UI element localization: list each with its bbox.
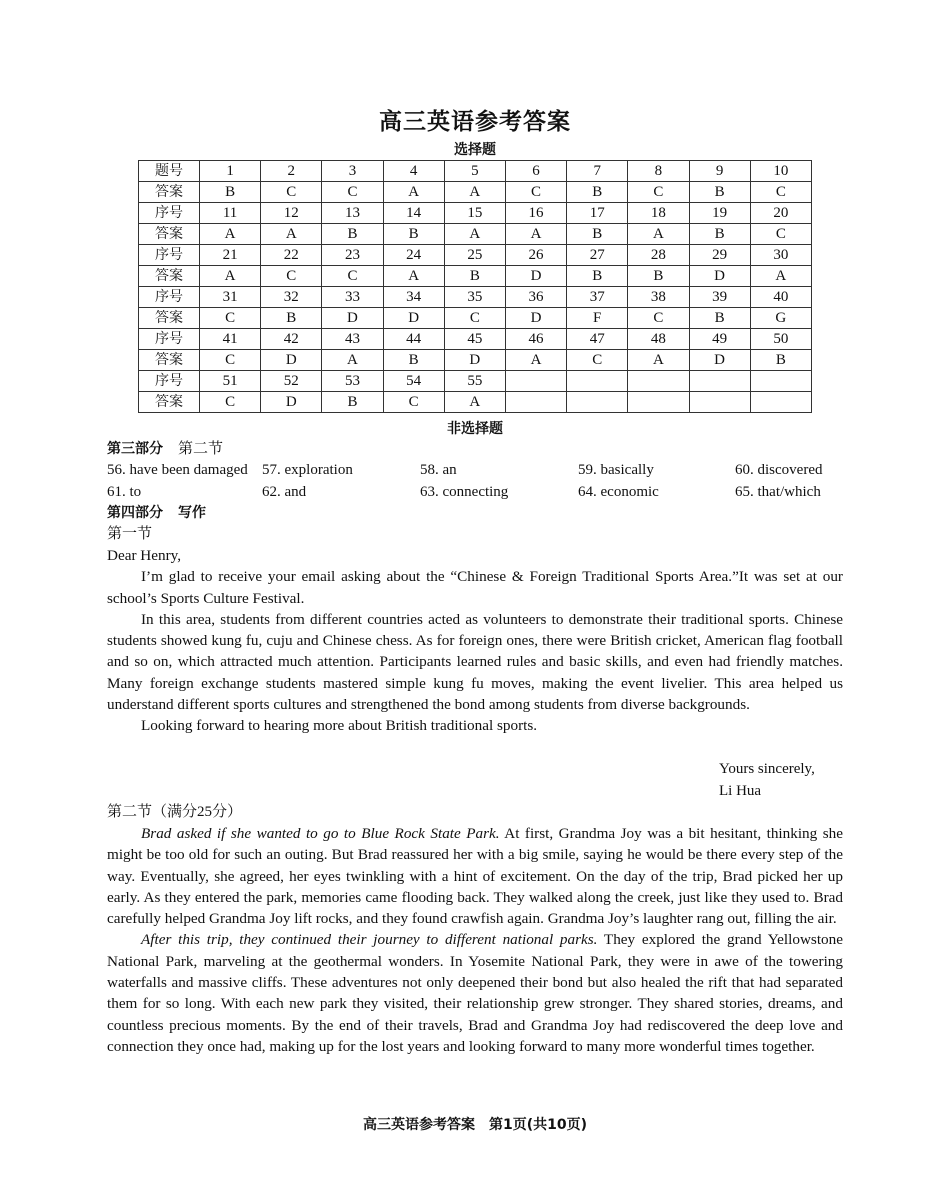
- answer-cell: C: [750, 224, 811, 245]
- answer-cell: D: [689, 350, 750, 371]
- answer-cell: C: [750, 182, 811, 203]
- question-number-cell: 36: [505, 287, 566, 308]
- answer-row: [139, 182, 812, 203]
- cloze-answer: 59. basically: [578, 462, 654, 478]
- question-number-cell: 46: [505, 329, 566, 350]
- answer-row: [139, 224, 812, 245]
- row-header-cell: 答案: [139, 350, 200, 371]
- question-number-cell: 24: [383, 245, 444, 266]
- question-number-cell: 35: [444, 287, 505, 308]
- row-header-cell: 序号: [139, 245, 200, 266]
- question-number-cell: 39: [689, 287, 750, 308]
- row-header-cell: 序号: [139, 287, 200, 308]
- question-number-cell: [628, 371, 689, 392]
- letter-paragraph: In this area, students from different countries acted as volunteers to demonstrate their traditional sports. Chinese students showed kung fu, cuju and Chinese chess. As for foreign ones, there were British cricket, American flag football and so on, which attracted much attention. Participants learned rules and basic skills, and even had friendly matches. Many foreign exchange students mastered simple kung fu moves, making the event livelier. This area helped us understand different sports cultures and strengthened the bond among students from diverse backgrounds.: [107, 610, 843, 714]
- question-number-row: [139, 203, 812, 224]
- answer-cell: A: [628, 350, 689, 371]
- answer-cell: D: [505, 266, 566, 287]
- question-number-cell: 43: [322, 329, 383, 350]
- answer-cell: B: [383, 350, 444, 371]
- cloze-answer: 65. that/which: [735, 484, 821, 500]
- answer-cell: C: [322, 182, 383, 203]
- question-number-cell: 11: [200, 203, 261, 224]
- cloze-answer: 61. to: [107, 484, 142, 500]
- answer-cell: A: [383, 266, 444, 287]
- part3-section: 第二节: [178, 441, 224, 457]
- row-header-cell: 序号: [139, 329, 200, 350]
- answer-cell: A: [322, 350, 383, 371]
- answer-cell: [628, 392, 689, 413]
- answer-cell: B: [689, 224, 750, 245]
- question-number-cell: 51: [200, 371, 261, 392]
- section-nonchoice-heading: 非选择题: [447, 421, 503, 437]
- question-number-cell: 14: [383, 203, 444, 224]
- question-number-cell: 17: [567, 203, 628, 224]
- answer-cell: D: [505, 308, 566, 329]
- question-number-cell: 19: [689, 203, 750, 224]
- question-number-row: [139, 287, 812, 308]
- question-number-cell: 25: [444, 245, 505, 266]
- question-number-cell: 9: [689, 161, 750, 182]
- answer-cell: B: [628, 266, 689, 287]
- cloze-answer: 62. and: [262, 484, 307, 500]
- cloze-answer: 58. an: [420, 462, 457, 478]
- question-number-cell: [689, 371, 750, 392]
- part4-section: 写作: [178, 505, 207, 521]
- answer-row: [139, 392, 812, 413]
- question-number-cell: 12: [261, 203, 322, 224]
- question-number-cell: 44: [383, 329, 444, 350]
- answer-cell: B: [567, 182, 628, 203]
- answer-cell: [567, 392, 628, 413]
- question-number-cell: [750, 371, 811, 392]
- part4-label: 第四部分: [107, 505, 163, 521]
- part4-sec1-heading: 第一节: [107, 526, 153, 542]
- answer-cell: A: [750, 266, 811, 287]
- question-number-cell: [505, 371, 566, 392]
- story-lead-sentence: Brad asked if she wanted to go to Blue Rock State Park.: [141, 825, 500, 842]
- answer-cell: D: [322, 308, 383, 329]
- answer-cell: A: [505, 350, 566, 371]
- question-number-cell: 27: [567, 245, 628, 266]
- cloze-answer: 57. exploration: [262, 462, 353, 478]
- question-number-cell: 54: [383, 371, 444, 392]
- question-number-cell: 4: [383, 161, 444, 182]
- letter-greeting: Dear Henry,: [107, 547, 182, 564]
- answer-cell: A: [444, 224, 505, 245]
- answer-cell: B: [750, 350, 811, 371]
- row-header-cell: 答案: [139, 266, 200, 287]
- letter-signature: Li Hua: [719, 783, 762, 799]
- question-number-cell: 16: [505, 203, 566, 224]
- row-header-cell: 序号: [139, 203, 200, 224]
- answer-cell: B: [383, 224, 444, 245]
- question-number-cell: 37: [567, 287, 628, 308]
- answer-row: [139, 266, 812, 287]
- answer-cell: F: [567, 308, 628, 329]
- question-number-cell: 30: [750, 245, 811, 266]
- question-number-cell: 29: [689, 245, 750, 266]
- answer-cell: A: [383, 182, 444, 203]
- question-number-row: [139, 329, 812, 350]
- answer-cell: [750, 392, 811, 413]
- answer-cell: C: [444, 308, 505, 329]
- question-number-cell: 34: [383, 287, 444, 308]
- cloze-answer: 64. economic: [578, 484, 659, 500]
- answer-row: [139, 350, 812, 371]
- answer-cell: C: [322, 266, 383, 287]
- answer-table: [138, 160, 812, 413]
- answer-cell: A: [505, 224, 566, 245]
- answer-cell: C: [383, 392, 444, 413]
- story-text: They explored the grand Yellowstone National Park, marveling at the geothermal wonders. In Yosemite National Park, they were in awe of the towering waterfalls and massive cliffs. These adventures not only deepened their bond but also healed the rift that had separated them for so long. With each new park they visited, their relationship grew stronger. They shared stories, dreams, and countless precious moments. By the end of their travels, Brad and Grandma Joy had rediscovered the deep love and connection they once had, making up for the lost years and looking forward to many more wonderful times together.: [107, 931, 843, 1055]
- question-number-cell: 21: [200, 245, 261, 266]
- answer-cell: D: [689, 266, 750, 287]
- row-header-cell: 答案: [139, 182, 200, 203]
- question-number-cell: 48: [628, 329, 689, 350]
- question-number-cell: 41: [200, 329, 261, 350]
- letter-body: [107, 545, 843, 737]
- question-number-row: [139, 161, 812, 182]
- part3-heading: [107, 439, 223, 460]
- question-number-cell: 52: [261, 371, 322, 392]
- question-number-cell: 55: [444, 371, 505, 392]
- question-number-cell: 45: [444, 329, 505, 350]
- part4-sec2-heading: 第二节（满分25分）: [107, 804, 243, 820]
- part4-heading: [107, 503, 206, 524]
- story-lead-sentence: After this trip, they continued their journey to different national parks.: [141, 931, 598, 949]
- question-number-cell: 22: [261, 245, 322, 266]
- question-number-cell: 33: [322, 287, 383, 308]
- answer-cell: C: [567, 350, 628, 371]
- answer-cell: B: [689, 182, 750, 203]
- answer-cell: A: [444, 182, 505, 203]
- answer-cell: A: [200, 266, 261, 287]
- row-header-cell: 答案: [139, 392, 200, 413]
- section-choice-heading: 选择题: [454, 142, 496, 158]
- question-number-cell: 53: [322, 371, 383, 392]
- cloze-answer: 60. discovered: [735, 462, 823, 478]
- question-number-cell: 32: [261, 287, 322, 308]
- question-number-cell: 20: [750, 203, 811, 224]
- question-number-cell: 7: [567, 161, 628, 182]
- answer-cell: C: [628, 308, 689, 329]
- cloze-answer: 63. connecting: [420, 484, 509, 500]
- question-number-cell: 10: [750, 161, 811, 182]
- question-number-cell: 1: [200, 161, 261, 182]
- row-header-cell: 答案: [139, 308, 200, 329]
- story-paragraph: [107, 929, 843, 1057]
- question-number-cell: 6: [505, 161, 566, 182]
- row-header-cell: 答案: [139, 224, 200, 245]
- question-number-cell: 31: [200, 287, 261, 308]
- answer-cell: C: [200, 392, 261, 413]
- question-number-cell: 42: [261, 329, 322, 350]
- question-number-cell: 5: [444, 161, 505, 182]
- row-header-cell: 序号: [139, 371, 200, 392]
- answer-cell: B: [567, 266, 628, 287]
- letter-closing: Yours sincerely,: [719, 761, 815, 777]
- answer-cell: C: [261, 182, 322, 203]
- answer-row: [139, 308, 812, 329]
- answer-cell: A: [444, 392, 505, 413]
- question-number-cell: 13: [322, 203, 383, 224]
- page-footer: 高三英语参考答案 第1页(共10页): [362, 1117, 588, 1133]
- answer-cell: [505, 392, 566, 413]
- answer-cell: C: [261, 266, 322, 287]
- question-number-cell: 40: [750, 287, 811, 308]
- story-text: At first, Grandma Joy was a bit hesitant, thinking she might be too old for such an outing. But Brad reassured her with a big smile, saying he would be there every step of the way. Eventually, she agreed, her eyes twinkling with a hint of excitement. On the day of the trip, Brad picked her up early. As they entered the park, memories came flooding back. They walked along the creek, just like they used to. Brad carefully helped Grandma Joy lift rocks, and they found crawfish again. Grandma Joy’s laughter rang out, filling the air.: [107, 825, 843, 928]
- question-number-cell: 47: [567, 329, 628, 350]
- answer-cell: D: [261, 350, 322, 371]
- question-number-row: [139, 371, 812, 392]
- answer-cell: C: [628, 182, 689, 203]
- answer-cell: B: [689, 308, 750, 329]
- question-number-cell: 50: [750, 329, 811, 350]
- question-number-cell: 3: [322, 161, 383, 182]
- answer-cell: C: [200, 308, 261, 329]
- letter-paragraph: I’m glad to receive your email asking about the “Chinese & Foreign Traditional Sports Area.”It was set at our school’s Sports Culture Festival.: [107, 568, 843, 607]
- question-number-cell: 8: [628, 161, 689, 182]
- question-number-cell: 49: [689, 329, 750, 350]
- answer-cell: D: [383, 308, 444, 329]
- answer-cell: B: [444, 266, 505, 287]
- question-number-cell: 23: [322, 245, 383, 266]
- letter-paragraph: Looking forward to hearing more about British traditional sports.: [141, 717, 538, 735]
- answer-cell: A: [628, 224, 689, 245]
- answer-cell: B: [322, 224, 383, 245]
- answer-cell: B: [322, 392, 383, 413]
- answer-cell: D: [444, 350, 505, 371]
- question-number-cell: [567, 371, 628, 392]
- answer-cell: B: [200, 182, 261, 203]
- question-number-cell: 2: [261, 161, 322, 182]
- answer-cell: G: [750, 308, 811, 329]
- question-number-cell: 26: [505, 245, 566, 266]
- question-number-row: [139, 245, 812, 266]
- answer-cell: D: [261, 392, 322, 413]
- question-number-cell: 38: [628, 287, 689, 308]
- question-number-cell: 28: [628, 245, 689, 266]
- row-header-cell: 题号: [139, 161, 200, 182]
- answer-cell: C: [505, 182, 566, 203]
- answer-cell: B: [567, 224, 628, 245]
- answer-cell: B: [261, 308, 322, 329]
- answer-cell: A: [200, 224, 261, 245]
- question-number-cell: 18: [628, 203, 689, 224]
- part3-label: 第三部分: [107, 441, 163, 457]
- cloze-answer: 56. have been damaged: [107, 462, 248, 478]
- answer-cell: C: [200, 350, 261, 371]
- page-title: 高三英语参考答案: [379, 108, 571, 135]
- story-body: [107, 823, 843, 1057]
- answer-cell: A: [261, 224, 322, 245]
- question-number-cell: 15: [444, 203, 505, 224]
- story-paragraph: [107, 823, 843, 929]
- answer-cell: [689, 392, 750, 413]
